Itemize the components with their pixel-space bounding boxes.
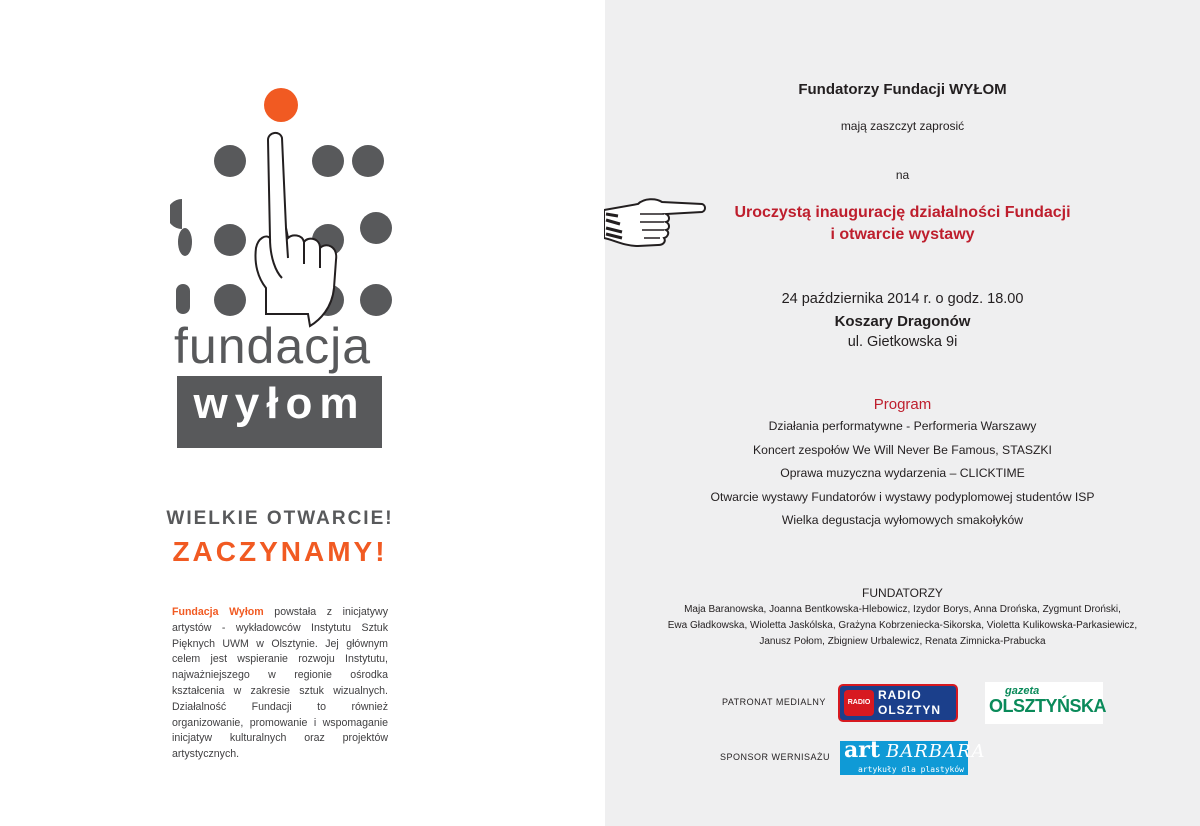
art-logo-top: [840, 737, 986, 765]
headline-zaczynamy: ZACZYNAMY!: [172, 536, 388, 567]
program-item: Działania performatywne - Performeria Warszawy: [768, 419, 1037, 433]
gazeta-small-word: gazeta: [1005, 685, 1040, 697]
foundation-description: [172, 605, 388, 763]
sponsor-label: SPONSOR WERNISAŻU: [720, 752, 831, 762]
orange-dot: [264, 88, 298, 122]
program-item: Oprawa muzyczna wydarzenia – CLICKTIME: [780, 466, 1025, 480]
radio-icon: RADIO: [844, 690, 874, 716]
patronat-label: PATRONAT MEDIALNY: [722, 697, 826, 707]
fundatorzy-names: [605, 602, 1200, 650]
dot: [360, 212, 392, 244]
headline-wielkie-otwarcie: WIELKIE OTWARCIE!: [166, 508, 394, 529]
dot: [214, 284, 246, 316]
program-list: [605, 415, 1200, 533]
program-item: Otwarcie wystawy Fundatorów i wystawy podyplomowej studentów ISP: [710, 489, 1095, 504]
event-street: ul. Gietkowska 9i: [847, 334, 958, 350]
event-date: 24 października 2014 r. o godz. 18.00: [781, 291, 1024, 307]
fundatorzy-line: Janusz Połom, Zbigniew Urbalewicz, Renata Zimnicka-Prabucka: [759, 636, 1046, 647]
fundatorzy-line: Maja Baranowska, Joanna Bentkowska-Hlebowicz, Izydor Borys, Anna Drońska, Zygmunt Droński,: [684, 604, 1121, 615]
radio-logo-text: [878, 688, 956, 718]
dot: [312, 145, 344, 177]
invite-line: mają zaszczyt zaprosić: [840, 119, 965, 133]
program-item: Koncert zespołów We Will Never Be Famous, STASZKI: [753, 442, 1052, 457]
gazeta-big-word: OLSZTYŃSKA: [989, 696, 1107, 716]
na-word: na: [895, 168, 910, 182]
event-place: Koszary Dragonów: [834, 313, 971, 330]
radio-logo-line1: RADIO: [878, 688, 922, 702]
logo-word-fundacja: fundacja: [174, 318, 372, 374]
barbara-word: BARBARA: [886, 741, 986, 762]
fundatorzy-heading: FUNDATORZY: [862, 586, 943, 600]
dot-l1: [170, 199, 182, 229]
art-tagline: artykuły dla plastyków: [840, 765, 968, 775]
dot: [214, 224, 246, 256]
radio-olsztyn-logo: [838, 684, 958, 722]
program-item: Wielka degustacja wyłomowych smakołyków: [781, 513, 1024, 527]
logo-wylom-box: [177, 376, 382, 448]
dot: [352, 145, 384, 177]
fundatorzy-line: Ewa Gładkowska, Wioletta Jaskólska, Grażyna Kobrzeniecka-Sikorska, Violetta Kulikowska-Parkasiewicz,: [667, 620, 1138, 631]
program-title: Program: [873, 396, 932, 413]
description-brand: Fundacja Wyłom: [172, 606, 264, 618]
event-title-line1: Uroczystą inaugurację działalności Fundacji: [734, 204, 1071, 221]
event-title: [605, 202, 1200, 246]
dot-l1b: [178, 228, 192, 256]
radio-logo-line2: OLSZTYN: [878, 703, 941, 717]
dot: [360, 284, 392, 316]
dot-l2: [176, 284, 190, 314]
description-text: powstała z inicjatywy artystów - wykładowców Instytutu Sztuk Pięknych UWM w Olsztynie. Jej głównym celem jest wspieranie rozwoju Instytutu, najważniejszego w regionie ośrodka kształcenia w zakresie sztuk wizualnych. Działalność Fundacji to również organizowanie, promowanie i wspomaganie inicjatyw kulturalnych oraz projektów artystycznych.: [172, 606, 388, 761]
art-barbara-logo: [840, 737, 986, 775]
dot: [214, 145, 246, 177]
gazeta-olsztynska-logo: [985, 682, 1107, 724]
logo-word-wylom: wyłom: [193, 379, 366, 428]
founders-title: Fundatorzy Fundacji WYŁOM: [798, 81, 1007, 98]
art-word: art: [844, 737, 881, 763]
event-title-line2: i otwarcie wystawy: [830, 226, 975, 243]
